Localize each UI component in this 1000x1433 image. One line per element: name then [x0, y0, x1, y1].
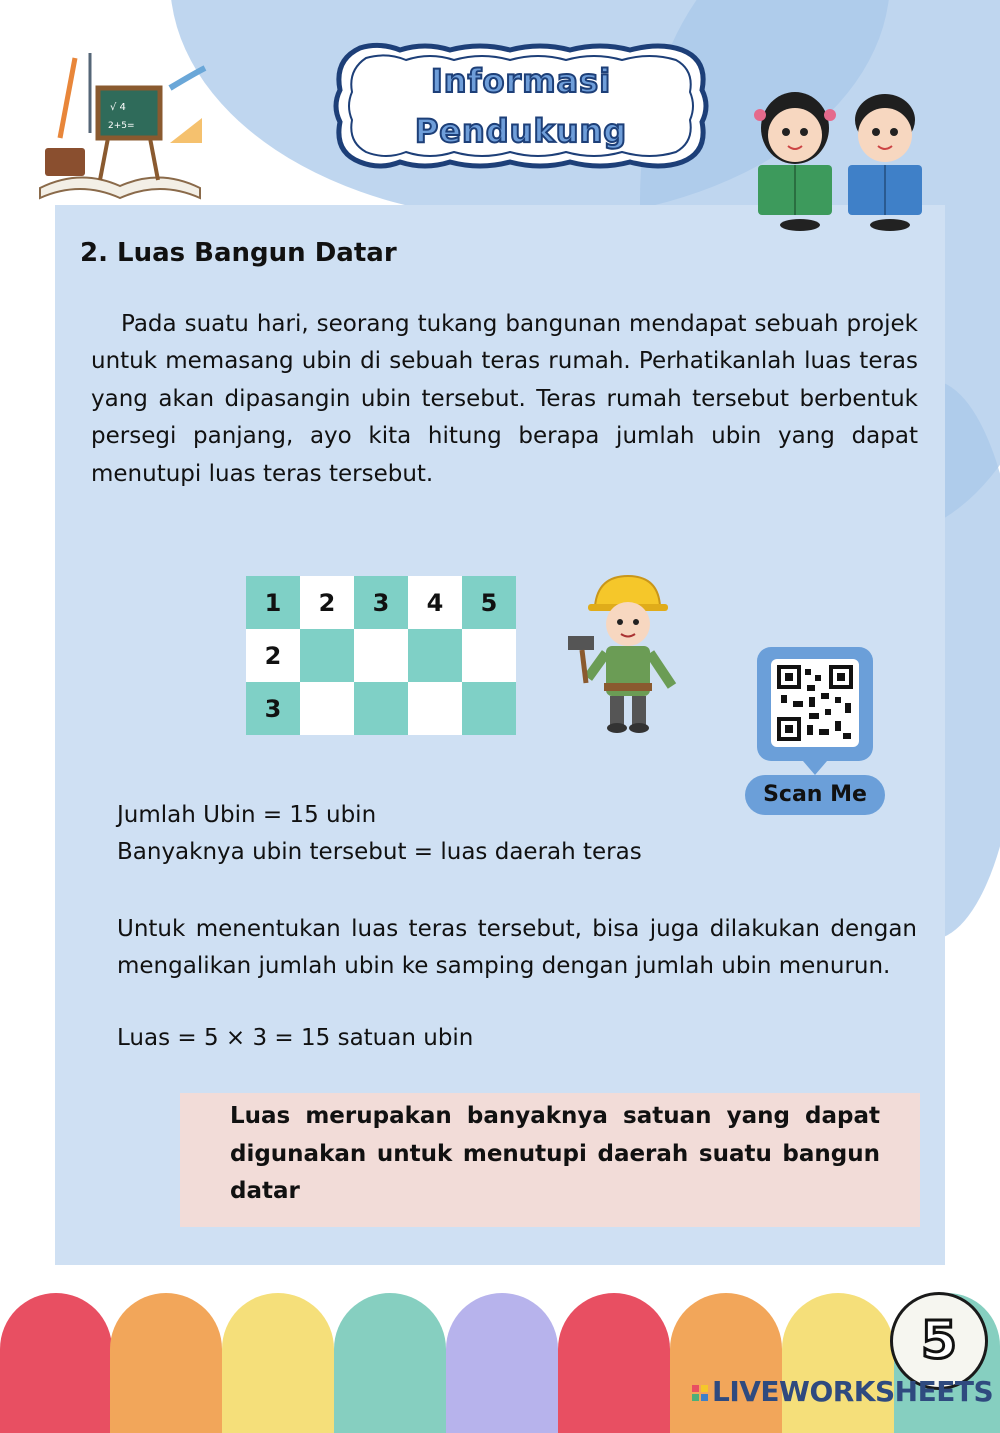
tile-cell — [408, 629, 462, 682]
header-banner — [330, 40, 712, 172]
tile-cell — [462, 629, 516, 682]
tile-cell: 2 — [300, 576, 354, 629]
tile-cell: 3 — [246, 682, 300, 735]
tile-cell: 5 — [462, 576, 516, 629]
explanation-paragraph: Untuk menentukan luas teras tersebut, bisa juga dilakukan dengan mengalikan jumlah ubin ke samping dengan jumlah ubin menurun. — [117, 916, 917, 980]
decorative-arch — [110, 1293, 222, 1433]
page-number: 5 — [920, 1311, 958, 1371]
tile-grid — [246, 576, 516, 735]
svg-text:2+5=: 2+5= — [108, 121, 135, 131]
kids-reading-illustration — [740, 80, 940, 235]
scan-me-button[interactable]: Scan Me — [745, 775, 885, 815]
tile-cell: 3 — [354, 576, 408, 629]
decorative-arch — [0, 1293, 112, 1433]
tile-cell — [354, 682, 408, 735]
liveworksheets-watermark[interactable] — [692, 1375, 993, 1408]
tile-count-line: Jumlah Ubin = 15 ubin — [117, 802, 377, 828]
tile-cell — [462, 682, 516, 735]
tile-cell: 4 — [408, 576, 462, 629]
decorative-arch — [670, 1293, 782, 1433]
intro-paragraph: Pada suatu hari, seorang tukang bangunan mendapat sebuah projek untuk memasang ubin di sebuah teras rumah. Perhatikanlah luas teras yang akan dipasangin ubin tersebut. Teras rumah tersebut berbentuk persegi panjang, ayo kita hitung berapa jumlah ubin yang dapat menutupi luas teras tersebut. — [91, 311, 918, 487]
tile-area-line: Banyaknya ubin tersebut = luas daerah teras — [117, 839, 642, 865]
banner-title-line1: Informasi — [430, 62, 612, 100]
banner-title-line2: Pendukung — [414, 112, 628, 150]
svg-text:√ 4: √ 4 — [110, 102, 126, 113]
decorative-arch — [334, 1293, 446, 1433]
banner-frame — [330, 40, 712, 172]
definition-box — [180, 1093, 920, 1227]
tile-cell — [300, 682, 354, 735]
decorative-arch — [558, 1293, 670, 1433]
section-title: 2. Luas Bangun Datar — [80, 238, 397, 268]
qr-code-card[interactable] — [745, 645, 885, 817]
tile-cell — [300, 629, 354, 682]
construction-worker-illustration — [560, 568, 690, 738]
tile-cell — [354, 629, 408, 682]
decorative-arch — [222, 1293, 334, 1433]
watermark-text: LIVEWORKSHEETS — [712, 1375, 994, 1408]
tile-cell — [408, 682, 462, 735]
definition-text: Luas merupakan banyaknya satuan yang dapat digunakan untuk menutupi daerah suatu bangun datar — [230, 1103, 880, 1204]
liveworksheets-logo-icon — [692, 1385, 708, 1401]
area-formula: Luas = 5 × 3 = 15 satuan ubin — [117, 1025, 474, 1051]
school-supplies-illustration — [30, 48, 210, 213]
tile-cell: 1 — [246, 576, 300, 629]
decorative-arch — [782, 1293, 894, 1433]
decorative-arch — [446, 1293, 558, 1433]
tile-cell: 2 — [246, 629, 300, 682]
qr-code-icon — [745, 645, 885, 775]
